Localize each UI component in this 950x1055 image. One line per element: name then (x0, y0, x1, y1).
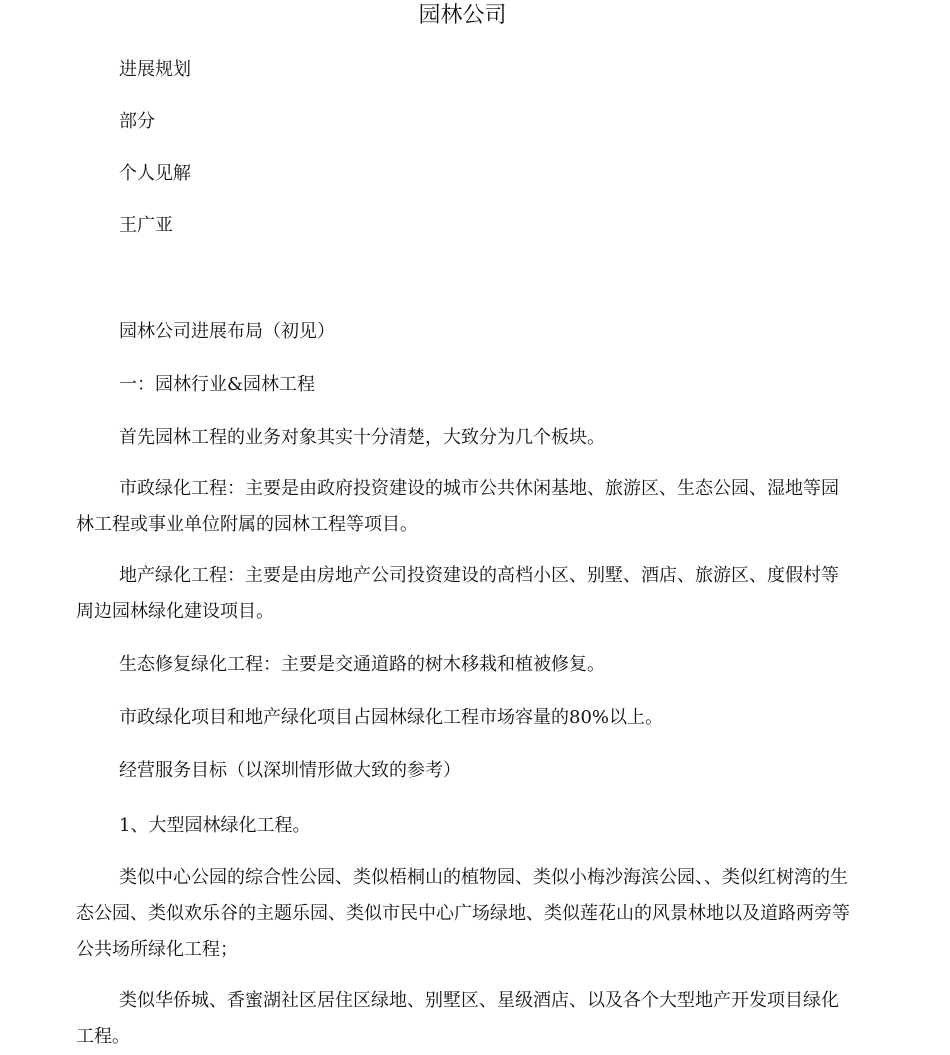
paragraph-municipal: 市政绿化工程：主要是由政府投资建设的城市公共休闲基地、旅游区、生态公园、湿地等园林工程或事业单位附属的园林工程等项目。 (76, 478, 839, 535)
section-heading: 园林公司进展布局（初见） (119, 321, 335, 342)
paragraph-residential: 类似华侨城、香蜜湖社区居住区绿地、别墅区、星级酒店、以及各个大型地产开发项目绿化工程。 (76, 990, 839, 1047)
paragraph-public-parks: 类似中心公园的综合性公园、类似梧桐山的植物园、类似小梅沙海滨公园、、类似红树湾的生态公园、类似欢乐谷的主题乐园、类似市民中心广场绿地、类似莲花山的风景林地以及道路两旁等公共场所绿化工程； (76, 867, 850, 960)
paragraph-intro: 首先园林工程的业务对象其实十分清楚，大致分为几个板块。 (119, 427, 605, 448)
paragraph-ecological: 生态修复绿化工程：主要是交通道路的树木移栽和植被修复。 (119, 654, 605, 675)
cover-line-author: 王广亚 (119, 215, 173, 236)
document-title: 园林公司 (418, 3, 507, 28)
paragraph-market-share: 市政绿化项目和地产绿化项目占园林绿化工程市场容量的80%以上。 (119, 707, 664, 728)
list-item-large-projects: 1、大型园林绿化工程。 (119, 815, 311, 836)
cover-line-plan: 进展规划 (119, 59, 191, 80)
paragraph-service-goals: 经营服务目标（以深圳情形做大致的参考） (119, 760, 461, 781)
cover-line-opinion: 个人见解 (119, 163, 191, 184)
cover-line-part: 部分 (119, 111, 155, 132)
paragraph-real-estate: 地产绿化工程：主要是由房地产公司投资建设的高档小区、别墅、酒店、旅游区、度假村等周边园林绿化建设项目。 (76, 565, 839, 622)
subsection-heading: 一：园林行业&园林工程 (119, 374, 316, 395)
